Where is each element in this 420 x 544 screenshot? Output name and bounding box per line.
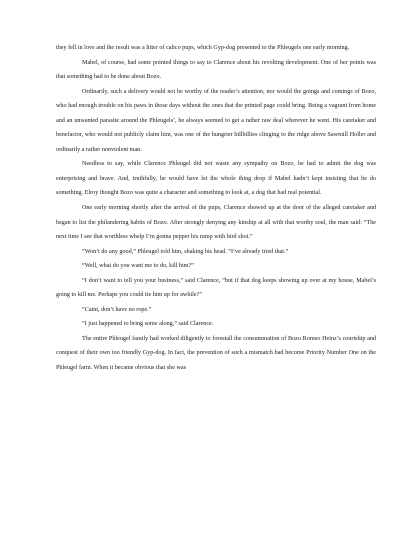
paragraph-10: “I just happened to bring some along,” said Clarence. <box>82 321 214 328</box>
paragraph-5: One early morning shortly after the arrival of the pups, Clarence showed up at the door of the alleged caretaker and began to list the philandering habits of Bozo. After strongly denying any kinship at all with that worthy soul, the man said: “The next time I see that worthless whelp I’m gonna pepper his rump with bird shot.” <box>56 205 376 241</box>
paragraph-4: Needless to say, while Clarence Phleugel did not waste any sympathy on Bozo, he had to admit the dog was enterprising and brave. And, truthfully, he would have let the whole thing drop if Mabel hadn’t kept insisting that he do something. Elroy thought Bozo was quite a character and something to look at, a dog that had real potential. <box>56 161 376 197</box>
paragraph-2: Mabel, of course, had some pointed things to say to Clarence about his revolting development. One of her points was that something had to be done about Bozo. <box>56 59 376 81</box>
paragraph-3: Ordinarily, such a delivery would not be worthy of the reader’s attention, nor would the goings and comings of Bozo, who had enough trouble on his paws in those days without the ones that the printed page could bring. Being a vagrant from home and an unwanted parasite around the Phleugels’, he always seemed to get a rather raw deal wherever he went. His caretaker and benefactor, who would not publicly claim him, was one of the hungrier hillbillies clinging to the ridge above Sawmill Holler and ordinarily a rather nonviolent man. <box>56 88 376 153</box>
paragraph-1: they fell in love and the result was a litter of calico pups, which Gyp-dog presented to the Phleugels one early morning. <box>56 45 350 51</box>
paragraph-9: “Caint, don’t have no rope.” <box>82 306 152 313</box>
paragraph-6: “Won’t do any good,” Phleugel told him, shaking his head. “I’ve already tried that.” <box>82 248 289 255</box>
paragraph-8: “I don’t want to tell you your business,” said Clarence, “but if that dog keeps showing up over at my house, Mabel’s going to kill me. Perhaps you could tie him up for awhile?” <box>56 277 376 299</box>
paragraph-11: The entire Phleugel family had worked diligently to forestall the consummation of Bozo Romeo Heinz’s courtship and conquest of their own too friendly Gyp-dog. In fact, the prevention of such a mismatch had become Priority Number One on the Phleugel farm. When it became obvious that she was <box>56 335 376 372</box>
paragraph-7: “Well, what do you want me to do, kill him?” <box>82 263 194 270</box>
